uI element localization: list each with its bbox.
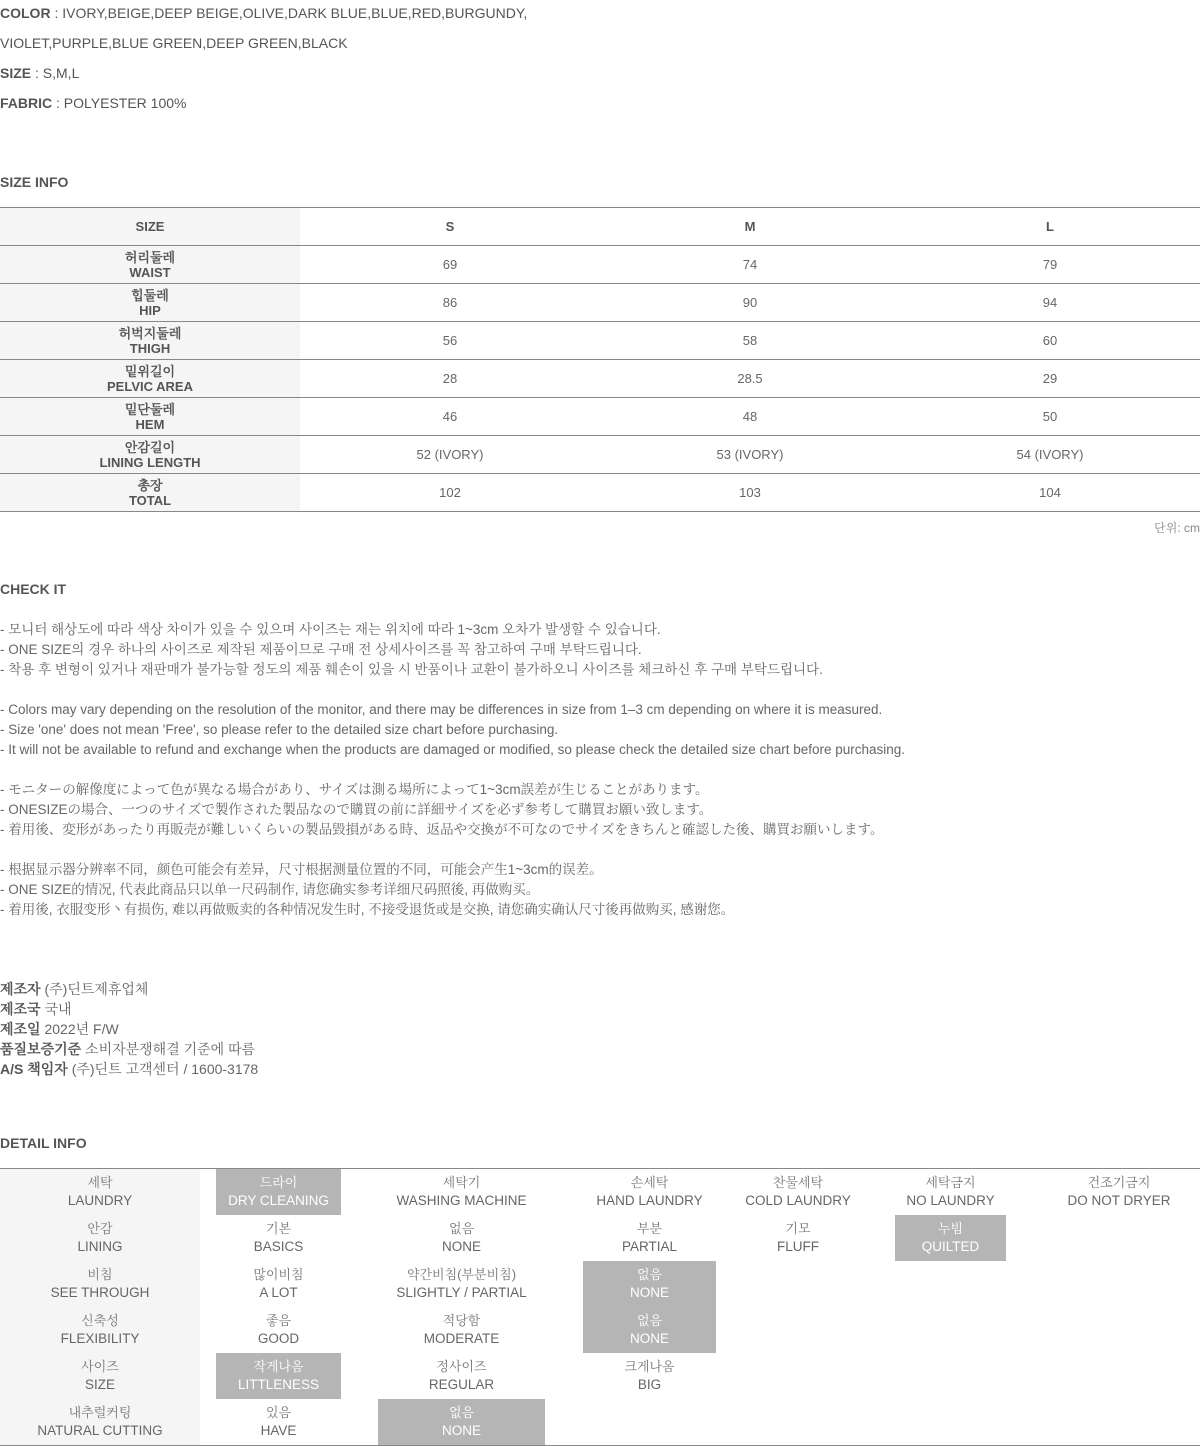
detail-option-ko: 누빔 — [937, 1221, 964, 1236]
size-header-1: S — [445, 219, 455, 234]
detail-option-text — [583, 1353, 716, 1399]
detail-option — [357, 1307, 566, 1353]
check-block — [0, 780, 905, 840]
detail-row — [0, 1399, 1200, 1445]
detail-label-ko: 사이즈 — [81, 1359, 119, 1374]
detail-row-label — [0, 1215, 200, 1261]
spec-label: SIZE — [0, 65, 32, 81]
detail-label-en: SEE THROUGH — [50, 1285, 150, 1300]
size-row-label-en: THIGH — [129, 340, 171, 356]
manufacturer-value: 소비자분쟁해결 기준에 따름 — [81, 1041, 256, 1057]
detail-label-ko: 안감 — [87, 1221, 113, 1236]
size-value: 86 — [442, 295, 458, 310]
check-block — [0, 620, 905, 680]
detail-option — [357, 1169, 566, 1215]
detail-option-text — [583, 1261, 716, 1307]
check-line: - It will not be available to refund and exchange when the products are damaged or modified, so please check the detailed size chart before purchasing. — [0, 742, 906, 757]
detail-option-text — [1038, 1169, 1200, 1215]
detail-option — [1038, 1169, 1200, 1215]
detail-option-text — [216, 1399, 341, 1445]
detail-option — [200, 1261, 357, 1307]
detail-option-ko: 크게나옴 — [624, 1359, 675, 1374]
detail-option-en: REGULAR — [428, 1377, 495, 1392]
check-it-notes — [0, 620, 905, 940]
manufacturer-line — [0, 1019, 258, 1039]
detail-row — [0, 1353, 1200, 1399]
size-table — [0, 207, 1200, 512]
detail-option-en: DO NOT DRYER — [1067, 1193, 1171, 1208]
detail-option — [863, 1353, 1038, 1399]
size-value: 53 (IVORY) — [716, 447, 784, 462]
detail-option-en: COLD LAUNDRY — [745, 1193, 851, 1208]
size-row — [0, 474, 1200, 512]
size-row-label-en: WAIST — [129, 264, 171, 280]
detail-label-en: FLEXIBILITY — [60, 1331, 140, 1346]
detail-option-text — [378, 1307, 545, 1353]
detail-option-en: NONE — [441, 1239, 481, 1254]
detail-option-ko: 없음 — [448, 1405, 475, 1420]
detail-option — [1038, 1215, 1200, 1261]
detail-row-label — [0, 1169, 200, 1215]
check-line: - 모니터 해상도에 따라 색상 차이가 있을 수 있으며 사이즈는 재는 위치에 따라 1~3cm 오차가 발생할 수 있습니다. — [0, 622, 661, 637]
detail-option-text — [583, 1169, 716, 1215]
size-row — [0, 398, 1200, 436]
detail-label-en: LINING — [77, 1239, 123, 1254]
detail-option-ko: 세탁기 — [442, 1175, 481, 1190]
detail-option-text — [378, 1261, 545, 1307]
detail-label-text — [37, 1399, 162, 1445]
detail-option — [200, 1215, 357, 1261]
size-row-label-en: PELVIC AREA — [107, 378, 193, 394]
detail-option-ko: 드라이 — [259, 1175, 298, 1190]
size-value: 28.5 — [737, 371, 763, 386]
spec-value: : IVORY,BEIGE,DEEP BEIGE,OLIVE,DARK BLUE,BLUE,RED,BURGUNDY, — [50, 5, 528, 21]
spec-color — [0, 3, 527, 23]
detail-option-ko: 정사이즈 — [436, 1359, 487, 1374]
detail-option-text — [733, 1307, 863, 1353]
size-row-label-en: LINING LENGTH — [99, 454, 201, 470]
size-row-label — [0, 360, 300, 397]
detail-label-en: NATURAL CUTTING — [37, 1423, 163, 1438]
detail-option-ko: 적당함 — [442, 1313, 481, 1328]
detail-option — [863, 1399, 1038, 1445]
detail-option-ko: 없음 — [636, 1313, 663, 1328]
size-row-label — [0, 246, 300, 283]
manufacturer-label: A/S 책임자 — [0, 1061, 68, 1077]
detail-label-ko: 비침 — [87, 1267, 113, 1282]
size-row-label-ko: 힙둘레 — [131, 287, 169, 303]
manufacturer-label: 제조일 — [0, 1021, 41, 1037]
detail-info-heading: DETAIL INFO — [0, 1135, 87, 1151]
detail-option — [733, 1215, 863, 1261]
detail-option — [863, 1261, 1038, 1307]
manufacturer-label: 품질보증기준 — [0, 1041, 82, 1057]
detail-row-label — [0, 1399, 200, 1445]
detail-option-en: NONE — [629, 1285, 669, 1300]
detail-option-text — [733, 1353, 863, 1399]
detail-option — [863, 1169, 1038, 1215]
size-value: 90 — [742, 295, 758, 310]
manufacturer-line — [0, 979, 258, 999]
detail-label-text — [51, 1261, 150, 1307]
detail-option-text — [733, 1169, 863, 1215]
size-info-heading: SIZE INFO — [0, 174, 69, 190]
detail-option-ko: 있음 — [265, 1405, 292, 1420]
check-line: - 착용 후 변형이 있거나 재판매가 불가능할 정도의 제품 훼손이 있을 시 반품이나 교환이 불가하오니 사이즈를 체크하신 후 구매 부탁드립니다. — [0, 662, 823, 677]
detail-option-en: HAVE — [260, 1423, 297, 1438]
detail-option-en: SLIGHTLY / PARTIAL — [396, 1285, 527, 1300]
size-row-label — [0, 474, 300, 511]
detail-label-ko: 세탁 — [87, 1175, 113, 1190]
size-value: 104 — [1039, 485, 1061, 500]
detail-label-en: LAUNDRY — [67, 1193, 133, 1208]
detail-option-ko: 좋음 — [265, 1313, 292, 1328]
spec-size — [0, 63, 79, 83]
spec-value: : S,M,L — [31, 65, 80, 81]
detail-option-ko: 작게나옴 — [253, 1359, 304, 1374]
detail-option-en: MODERATE — [423, 1331, 500, 1346]
manufacturer-label: 제조자 — [0, 981, 41, 997]
size-header-3: L — [1046, 219, 1054, 234]
detail-option — [566, 1215, 733, 1261]
size-value: 28 — [442, 371, 458, 386]
detail-option-text — [216, 1261, 341, 1307]
detail-option-text — [216, 1169, 341, 1215]
detail-option-en: BIG — [637, 1377, 662, 1392]
size-value: 46 — [442, 409, 458, 424]
detail-option-ko: 많이비침 — [253, 1267, 304, 1282]
detail-option — [200, 1307, 357, 1353]
detail-option-text — [1038, 1261, 1200, 1307]
size-value: 103 — [739, 485, 761, 500]
detail-option-text — [216, 1307, 341, 1353]
check-line: - 着用後、変形があったり再販売が難しいくらいの製品毀損がある時、返品や交換が不可なのでサイズをきちんと確認した後、購買お願いします。 — [0, 822, 884, 837]
detail-label-ko: 신축성 — [81, 1313, 119, 1328]
detail-option-en: GOOD — [257, 1331, 300, 1346]
detail-option-text — [378, 1169, 545, 1215]
detail-option-text — [895, 1307, 1006, 1353]
size-value: 50 — [1042, 409, 1058, 424]
spec-value: : POLYESTER 100% — [52, 95, 187, 111]
check-line: - ONESIZEの場合、一つのサイズで製作された製品なので購買の前に詳細サイズを必ず参考して購買お願い致します。 — [0, 802, 713, 817]
detail-option-ko: 없음 — [448, 1221, 475, 1236]
size-row-label-ko: 총장 — [137, 477, 163, 493]
detail-option-selected — [357, 1399, 566, 1445]
detail-option — [863, 1307, 1038, 1353]
size-value: 54 (IVORY) — [1016, 447, 1084, 462]
check-line: - ONE SIZE의 경우 하나의 사이즈로 제작된 제품이므로 구매 전 상세사이즈를 꼭 참고하여 구매 부탁드립니다. — [0, 642, 642, 657]
size-table-header — [0, 208, 1200, 246]
size-header-label: SIZE — [0, 208, 300, 245]
detail-option-ko: 세탁금지 — [925, 1175, 976, 1190]
detail-option-ko: 약간비침(부분비침) — [406, 1267, 517, 1282]
detail-option-en: A LOT — [259, 1285, 298, 1300]
detail-option-ko: 기본 — [265, 1221, 292, 1236]
check-block — [0, 860, 905, 920]
detail-label-en: SIZE — [84, 1377, 115, 1392]
detail-option-selected — [566, 1261, 733, 1307]
size-value: 69 — [442, 257, 458, 272]
manufacturer-value: 2022년 F/W — [40, 1021, 119, 1037]
detail-option-text — [378, 1399, 545, 1445]
detail-option — [733, 1353, 863, 1399]
detail-option-en: NONE — [629, 1331, 669, 1346]
size-row — [0, 360, 1200, 398]
detail-option — [566, 1169, 733, 1215]
detail-option-en: DRY CLEANING — [228, 1193, 329, 1208]
detail-option-ko: 찬물세탁 — [772, 1175, 824, 1190]
detail-option-en: FLUFF — [777, 1239, 819, 1254]
check-line: - ONE SIZE的情况, 代表此商品只以单一尺码制作, 请您确实参考详细尺码照後, 再做购买。 — [0, 882, 540, 897]
detail-option-en: NO LAUNDRY — [906, 1193, 995, 1208]
detail-option-text — [216, 1215, 341, 1261]
detail-option-selected — [200, 1169, 357, 1215]
detail-option-text — [1038, 1215, 1200, 1261]
detail-option — [200, 1399, 357, 1445]
size-row-label — [0, 284, 300, 321]
detail-option — [566, 1353, 733, 1399]
size-row-label-ko: 안감길이 — [124, 439, 176, 455]
detail-option — [733, 1169, 863, 1215]
detail-option-text — [733, 1261, 863, 1307]
detail-option — [357, 1353, 566, 1399]
size-row-label — [0, 322, 300, 359]
detail-option — [566, 1399, 733, 1445]
detail-option-en: NONE — [441, 1423, 481, 1438]
check-line: - Colors may vary depending on the resolution of the monitor, and there may be differences in size from 1–3 cm depending on where it is measured. — [0, 702, 883, 717]
manufacturer-line — [0, 999, 258, 1019]
detail-label-text — [68, 1169, 132, 1215]
detail-option-text — [895, 1169, 1006, 1215]
detail-option-text — [583, 1399, 716, 1445]
detail-option-text — [216, 1353, 341, 1399]
detail-label-ko: 내추럴커팅 — [68, 1405, 132, 1420]
detail-option-en: WASHING MACHINE — [396, 1193, 527, 1208]
manufacturer-line — [0, 1039, 258, 1059]
detail-option-en: PARTIAL — [621, 1239, 678, 1254]
detail-option-text — [895, 1399, 1006, 1445]
detail-option-text — [1038, 1353, 1200, 1399]
detail-label-text — [61, 1307, 140, 1353]
detail-option-en: BASICS — [253, 1239, 304, 1254]
check-it-heading: CHECK IT — [0, 581, 67, 597]
size-header-2: M — [744, 219, 756, 234]
size-row-label-ko: 밑위길이 — [124, 363, 176, 379]
detail-row — [0, 1307, 1200, 1353]
size-value: 94 — [1042, 295, 1058, 310]
detail-label-text — [77, 1215, 122, 1261]
unit-note: 단위: cm — [1154, 521, 1200, 535]
spec-fabric — [0, 93, 186, 113]
detail-row-label — [0, 1261, 200, 1307]
detail-option-selected — [200, 1353, 357, 1399]
detail-option-ko: 손세탁 — [630, 1175, 669, 1190]
detail-option — [733, 1261, 863, 1307]
manufacturer-line — [0, 1059, 258, 1079]
detail-option — [1038, 1353, 1200, 1399]
detail-option-text — [378, 1353, 545, 1399]
size-row-label-ko: 허벅지둘레 — [118, 325, 182, 341]
detail-option-ko: 없음 — [636, 1267, 663, 1282]
manufacturer-label: 제조국 — [0, 1001, 41, 1017]
detail-option-ko: 부분 — [636, 1221, 663, 1236]
detail-option-en: LITTLENESS — [237, 1377, 320, 1392]
detail-option — [1038, 1261, 1200, 1307]
detail-row-label — [0, 1307, 200, 1353]
size-row — [0, 322, 1200, 360]
size-value: 56 — [442, 333, 458, 348]
size-row-label-en: HEM — [135, 416, 165, 432]
check-block — [0, 700, 905, 760]
detail-row-label — [0, 1353, 200, 1399]
size-value: 58 — [742, 333, 758, 348]
detail-option — [1038, 1399, 1200, 1445]
detail-option-text — [583, 1215, 716, 1261]
detail-option-text — [895, 1353, 1006, 1399]
size-row-label-en: TOTAL — [128, 492, 172, 508]
spec-value: VIOLET,PURPLE,BLUE GREEN,DEEP GREEN,BLACK — [0, 35, 348, 51]
detail-option-text — [1038, 1307, 1200, 1353]
detail-option-ko: 기모 — [785, 1221, 811, 1236]
check-line: - Size 'one' does not mean 'Free', so please refer to the detailed size chart before purchasing. — [0, 722, 559, 737]
detail-option — [357, 1261, 566, 1307]
size-row-label-ko: 허리둘레 — [124, 249, 176, 265]
detail-option-text — [895, 1215, 1006, 1261]
detail-option-text — [733, 1399, 863, 1445]
size-value: 74 — [742, 257, 758, 272]
check-line: - 根据显示器分辨率不同，颜色可能会有差异，尺寸根据测量位置的不同，可能会产生1~3cm的误差。 — [0, 862, 603, 877]
detail-row — [0, 1215, 1200, 1261]
detail-label-text — [81, 1353, 119, 1399]
size-row-label — [0, 436, 300, 473]
spec-label: FABRIC — [0, 95, 53, 111]
manufacturer-value: (주)딘트 고객센터 / 1600-3178 — [67, 1061, 259, 1077]
spec-label: COLOR — [0, 5, 51, 21]
size-row — [0, 436, 1200, 474]
detail-row — [0, 1169, 1200, 1215]
detail-option-en: HAND LAUNDRY — [596, 1193, 703, 1208]
manufacturer-value: 국내 — [40, 1001, 72, 1017]
size-row — [0, 284, 1200, 322]
size-value: 29 — [1042, 371, 1058, 386]
detail-option — [1038, 1307, 1200, 1353]
detail-option — [733, 1399, 863, 1445]
detail-option-text — [1038, 1399, 1200, 1445]
manufacturer-info — [0, 979, 258, 1079]
check-line: - モニターの解像度によって色が異なる場合があり、サイズは測る場所によって1~3cm誤差が生じることがあります。 — [0, 782, 709, 797]
size-value: 60 — [1042, 333, 1058, 348]
size-value: 102 — [439, 485, 461, 500]
detail-option-en: QUILTED — [921, 1239, 980, 1254]
size-row — [0, 246, 1200, 284]
detail-option-text — [378, 1215, 545, 1261]
detail-option-selected — [566, 1307, 733, 1353]
size-value: 48 — [742, 409, 758, 424]
size-row-label-ko: 밑단둘레 — [124, 401, 176, 417]
detail-option — [733, 1307, 863, 1353]
detail-option-text — [583, 1307, 716, 1353]
detail-row — [0, 1261, 1200, 1307]
detail-table — [0, 1168, 1200, 1446]
detail-option-ko: 건조기금지 — [1087, 1175, 1151, 1190]
size-value: 52 (IVORY) — [416, 447, 484, 462]
detail-option — [357, 1215, 566, 1261]
size-row-label-en: HIP — [139, 302, 161, 318]
size-row-label — [0, 398, 300, 435]
size-value: 79 — [1042, 257, 1058, 272]
check-line: - 着用後, 衣服变形丶有损伤, 难以再做贩卖的各种情况发生时, 不接受退货或是交换, 请您确实确认尺寸後再做购买, 感谢您。 — [0, 902, 735, 917]
detail-option-selected — [863, 1215, 1038, 1261]
manufacturer-value: (주)딘트제휴업체 — [40, 981, 149, 997]
detail-option-text — [895, 1261, 1006, 1307]
spec-color-cont — [0, 33, 348, 53]
detail-option-text — [733, 1215, 863, 1261]
